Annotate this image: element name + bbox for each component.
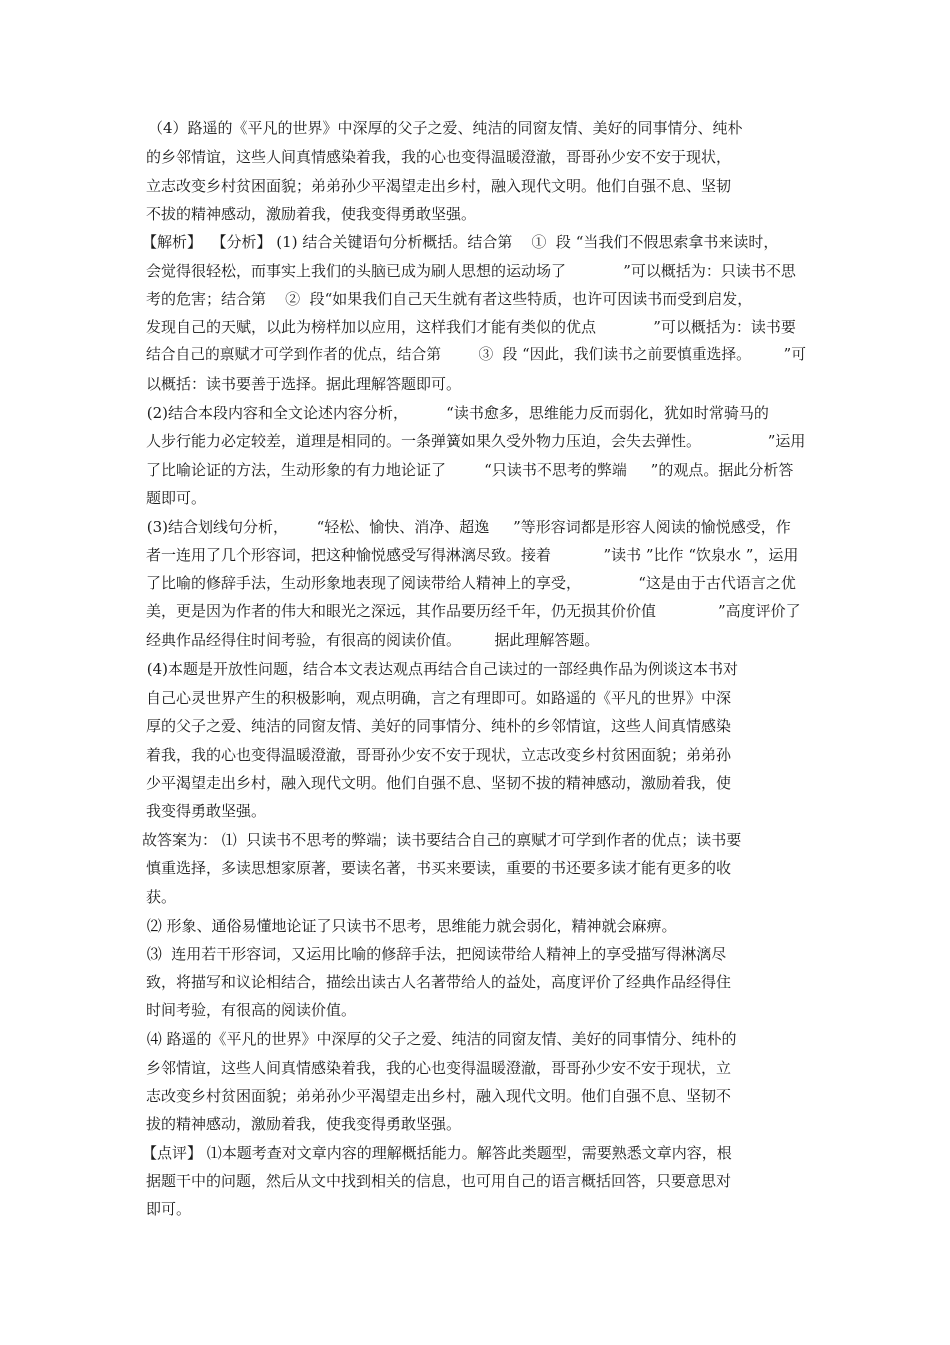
text-line: （4）路遥的《平凡的世界》中深厚的父子之爱、纯洁的同窗友情、美好的同事情分、纯朴 xyxy=(148,119,743,137)
text-line: 会觉得很轻松，而事实上我们的头脑已成为刷人思想的运动场了 ”可以概括为：只读书不思 xyxy=(146,262,796,280)
text-line: ⑶ 连用若干形容词，又运用比喻的修辞手法，把阅读带给人精神上的享受描写得淋漓尽 xyxy=(142,945,727,963)
text-line: 志改变乡村贫困面貌；弟弟孙少平渴望走出乡村，融入现代文明。他们自强不息、坚韧不 xyxy=(146,1087,732,1105)
text-line: (2)结合本段内容和全文论述内容分析， “读书愈多，思维能力反而弱化，犹如时常骑马的 xyxy=(142,404,769,422)
text-line: 致，将描写和议论相结合，描绘出读古人名著带给人的益处，高度评价了经典作品经得住 xyxy=(146,973,732,991)
text-line: 自己心灵世界产生的积极影响，观点明确，言之有理即可。如路遥的《平凡的世界》中深 xyxy=(146,689,732,707)
text-line: 立志改变乡村贫困面貌；弟弟孙少平渴望走出乡村，融入现代文明。他们自强不息、坚韧 xyxy=(146,177,732,195)
text-line: 即可。 xyxy=(146,1200,192,1218)
text-line: (4)本题是开放性问题，结合本文表达观点再结合自己读过的一部经典作品为例谈这本书对 xyxy=(142,660,739,678)
text-line: 获。 xyxy=(146,888,177,906)
text-line: 经典作品经得住时间考验，有很高的阅读价值。 据此理解答题。 xyxy=(146,631,600,649)
text-line: 不拔的精神感动，激励着我，使我变得勇敢坚强。 xyxy=(146,205,477,223)
text-line: 人步行能力必定较差，道理是相同的。一条弹簧如果久受外物力压迫，会失去弹性。 ”运用 xyxy=(146,432,806,450)
text-line: 题即可。 xyxy=(146,489,207,507)
text-line: 了比喻的修辞手法，生动形象地表现了阅读带给人精神上的享受， “这是由于古代语言之优 xyxy=(146,574,796,592)
text-line: 【点评】 ⑴本题考查对文章内容的理解概括能力。解答此类题型，需要熟悉文章内容，根 xyxy=(142,1144,732,1162)
text-line: 时间考验，有很高的阅读价值。 xyxy=(146,1001,357,1019)
text-line: 结合自己的禀赋才可学到作者的优点，结合第 ③ 段 “因此，我们读书之前要慎重选择。 ”可 xyxy=(146,346,806,363)
text-line: 厚的父子之爱、纯洁的同窗友情、美好的同事情分、纯朴的乡邻情谊，这些人间真情感染 xyxy=(146,717,732,735)
text-line: 考的危害；结合第 ② 段“如果我们自己天生就有者这些特质，也许可因读书而受到启发， xyxy=(146,290,753,308)
text-line: 着我，我的心也变得温暖澄澈，哥哥孙少安不安于现状，立志改变乡村贫困面貌；弟弟孙 xyxy=(146,746,732,764)
text-line: 者一连用了几个形容词，把这种愉悦感受写得淋漓尽致。接着 ”读书 ”比作 “饮泉水 ”，运用 xyxy=(146,546,799,564)
text-line: 发现自己的天赋，以此为榜样加以应用，这样我们才能有类似的优点 ”可以概括为：读书要 xyxy=(146,318,796,336)
text-line: (3)结合划线句分析， “轻松、愉快、消净、超逸 ”等形容词都是形容人阅读的愉悦感受，作 xyxy=(142,518,791,536)
text-line: 以概括：读书要善于选择。据此理解答题即可。 xyxy=(146,375,462,393)
text-line: 故答案为： ⑴ 只读书不思考的弊端；读书要结合自己的禀赋才可学到作者的优点；读书要 xyxy=(142,831,742,849)
text-line: 乡邻情谊，这些人间真情感染着我，我的心也变得温暖澄澈，哥哥孙少安不安于现状，立 xyxy=(146,1059,732,1077)
text-line: 的乡邻情谊，这些人间真情感染着我，我的心也变得温暖澄澈，哥哥孙少安不安于现状， xyxy=(146,148,732,166)
text-line: 美，更是因为作者的伟大和眼光之深远，其作品要历经千年，仍无损其价价值 ”高度评价了 xyxy=(146,602,801,620)
text-line: 【解析】 【分析】 (1) 结合关键语句分析概括。结合第 ① 段 “当我们不假思索拿书来读时， xyxy=(142,233,779,251)
text-line: 我变得勇敢坚强。 xyxy=(146,802,267,820)
text-line: ⑵ 形象、通俗易懂地论证了只读书不思考，思维能力就会弱化，精神就会麻痹。 xyxy=(142,917,677,935)
text-line: ⑷ 路遥的《平凡的世界》中深厚的父子之爱、纯洁的同窗友情、美好的同事情分、纯朴的 xyxy=(142,1030,737,1048)
text-line: 少平渴望走出乡村，融入现代文明。他们自强不息、坚韧不拔的精神感动，激励着我，使 xyxy=(146,774,732,792)
text-line: 了比喻论证的方法，生动形象的有力地论证了 “只读书不思考的弊端 ”的观点。据此分析答 xyxy=(146,461,794,479)
text-line: 慎重选择，多读思想家原著，要读名著，书买来要读，重要的书还要多读才能有更多的收 xyxy=(146,859,732,877)
text-line: 拔的精神感动，激励着我，使我变得勇敢坚强。 xyxy=(146,1115,462,1133)
text-line: 据题干中的问题，然后从文中找到相关的信息，也可用自己的语言概括回答，只要意思对 xyxy=(146,1172,732,1190)
